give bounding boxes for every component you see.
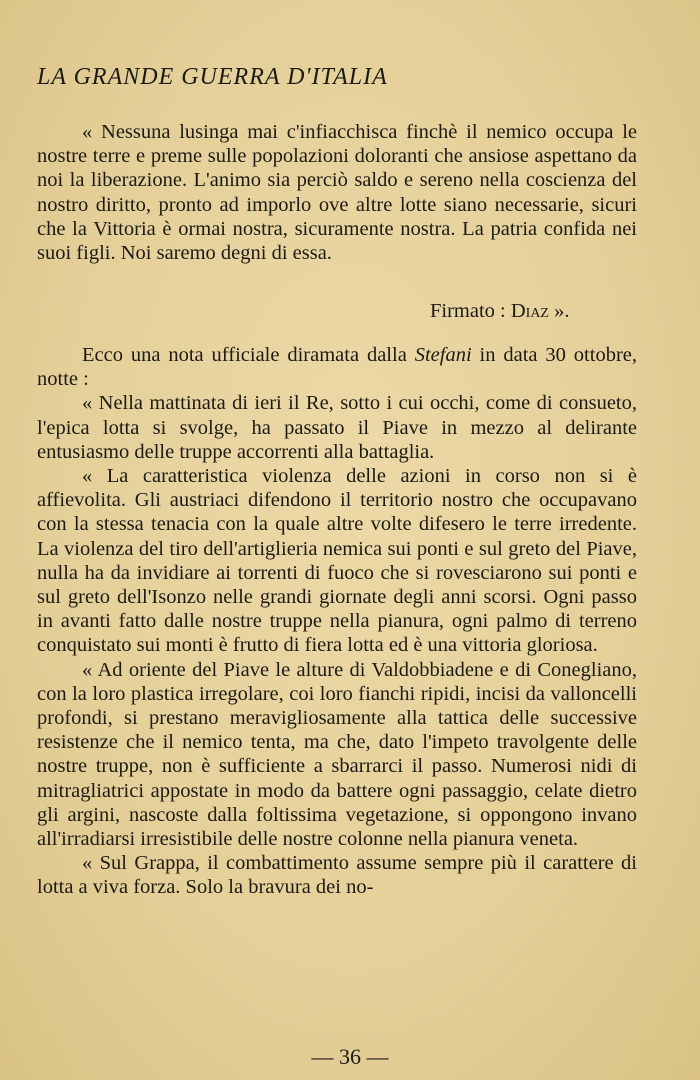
body-paragraph: « La caratteristica violenza delle azioni in corso non si è affievolita. Gli austriaci difendono il territorio nostro che occupavano con la stessa tenacia con la quale altre volte difesero le terre irredente. La violenza del tiro dell'artiglieria nemica sui ponti e sul greto del Piave, nulla ha da invidiare ai torrenti di fuoco che si rovesciarono sui ponti e sul greto dell'Isonzo nelle grandi giornate degli anni scorsi. Ogni passo in avanti fatto dalle nostre truppe nella pianura, ogni palmo di terreno conquistato sui monti è frutto di fiera lotta ed è una vittoria gloriosa.: [37, 465, 637, 657]
page-number: — 36 —: [311, 1044, 389, 1069]
signature-prefix: Firmato :: [430, 300, 511, 322]
quote-paragraph: « Nessuna lusinga mai c'infiacchisca finchè il nemico occupa le nostre terre e preme sulle popolazioni doloranti che ansiose aspettano da noi la liberazione. L'animo sia perciò saldo e sereno nella coscienza del nostro diritto, pronto ad imporlo ove altre lotte siano necessarie, sicuri che la Vittoria è ormai nostra, sicuramente nostra. La patria confida nei suoi figli. Noi saremo degni di essa.: [37, 121, 637, 265]
body-paragraph: « Sul Grappa, il combattimento assume sempre più il carattere di lotta a viva forza. Solo la bravura dei no-: [37, 852, 637, 899]
signature-line: [430, 300, 570, 323]
body-paragraph: « Ad oriente del Piave le alture di Valdobbiadene e di Conegliano, con la loro plastica irregolare, coi loro fianchi ripidi, incisi da valloncelli profondi, si prestano meravigliosamente alla tattica delle successive resistenze che il nemico tenta, ma che, dato l'impeto travolgente delle nostre truppe, non è sufficiente a sbarrarci il passo. Numerosi nidi di mitragliatrici appostate in modo da battere ogni passaggio, celate dietro gli argini, nascoste dalla foltissima vegetazione, si oppongono invano all'irradiarsi irresistibile delle nostre colonne nella pianura veneta.: [37, 658, 637, 851]
body-text: [37, 343, 637, 900]
body-paragraph: « Nella mattinata di ieri il Re, sotto i cui occhi, come di consueto, l'epica lotta si svolge, ha passato il Piave in mezzo al delirante entusiasmo delle truppe accorrenti alla battaglia.: [37, 392, 637, 463]
signature-suffix: ».: [549, 300, 570, 322]
intro-after: in data 30 ottobre, notte :: [37, 344, 637, 391]
intro-source: Stefani: [414, 344, 472, 366]
signature-name: Diaz: [510, 300, 549, 322]
quote-block: [37, 120, 637, 265]
running-header: LA GRANDE GUERRA D'ITALIA: [37, 64, 388, 90]
intro-before: Ecco una nota ufficiale diramata dalla: [82, 344, 415, 366]
intro-paragraph: [37, 343, 637, 391]
